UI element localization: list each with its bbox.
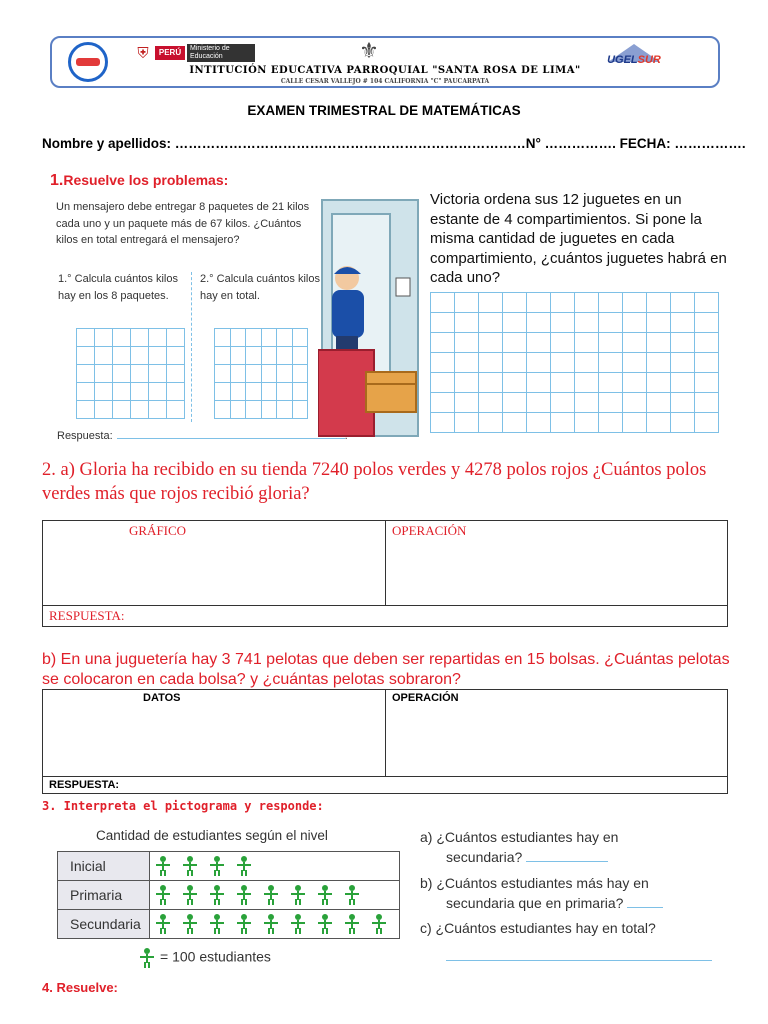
operacion-cell[interactable]: OPERACIÓN bbox=[386, 521, 728, 606]
grid-cell[interactable] bbox=[599, 393, 623, 413]
grid-cell[interactable] bbox=[575, 333, 599, 353]
grid-cell[interactable] bbox=[527, 313, 551, 333]
student-icon bbox=[237, 885, 251, 905]
question-3a-line1: a) ¿Cuántos estudiantes hay en bbox=[420, 829, 619, 845]
grid-cell[interactable] bbox=[113, 329, 131, 347]
answer-3b-line[interactable] bbox=[627, 894, 663, 908]
grid-cell[interactable] bbox=[149, 347, 167, 365]
pictogram-row bbox=[58, 852, 400, 881]
parish-crest-icon: ⚜ bbox=[359, 38, 379, 63]
grid-cell[interactable] bbox=[455, 333, 479, 353]
student-icon bbox=[183, 885, 197, 905]
grid-cell[interactable] bbox=[527, 373, 551, 393]
grid-cell[interactable] bbox=[293, 329, 309, 347]
grid-cell[interactable] bbox=[623, 393, 647, 413]
pictogram-row-icons bbox=[150, 881, 400, 910]
grid-cell[interactable] bbox=[575, 413, 599, 433]
student-icon bbox=[237, 914, 251, 934]
student-icon bbox=[183, 914, 197, 934]
grid-cell[interactable] bbox=[262, 401, 278, 419]
grid-cell[interactable] bbox=[479, 393, 503, 413]
problem-a-step1: 1.° Calcula cuántos kilos hay en los 8 paquetes. bbox=[58, 273, 178, 302]
grid-cell[interactable] bbox=[455, 293, 479, 313]
grid-cell[interactable] bbox=[77, 347, 95, 365]
question-3b-line1: b) ¿Cuántos estudiantes más hay en bbox=[420, 875, 649, 891]
grid-cell[interactable] bbox=[231, 347, 247, 365]
grid-cell[interactable] bbox=[215, 329, 231, 347]
student-icon bbox=[264, 914, 278, 934]
delivery-illustration bbox=[318, 196, 422, 438]
grid-cell[interactable] bbox=[131, 329, 149, 347]
pictogram-row bbox=[58, 881, 400, 910]
step-divider bbox=[191, 272, 192, 422]
grid-cell[interactable] bbox=[77, 329, 95, 347]
grid-cell[interactable] bbox=[503, 353, 527, 373]
ugel-suffix: SUR bbox=[637, 54, 661, 66]
student-icon bbox=[140, 948, 154, 968]
grid-cell[interactable] bbox=[503, 293, 527, 313]
work-grid-step2 bbox=[214, 328, 308, 419]
grid-cell[interactable] bbox=[575, 293, 599, 313]
school-address: CALLE CESAR VALLEJO # 104 CALIFORNIA "C" PAUCARPATA bbox=[280, 78, 490, 85]
school-logo bbox=[68, 42, 108, 82]
grid-cell[interactable] bbox=[599, 313, 623, 333]
exam-title: EXAMEN TRIMESTRAL DE MATEMÁTICAS bbox=[247, 103, 521, 118]
grid-cell[interactable] bbox=[95, 347, 113, 365]
pictogram-table bbox=[57, 851, 400, 939]
grid-cell[interactable] bbox=[431, 293, 455, 313]
grid-cell[interactable] bbox=[479, 373, 503, 393]
answer-label: Respuesta: bbox=[57, 430, 113, 442]
datos-cell[interactable]: DATOS bbox=[43, 690, 386, 777]
grid-cell[interactable] bbox=[131, 365, 149, 383]
grid-cell[interactable] bbox=[671, 293, 695, 313]
grid-cell[interactable] bbox=[503, 313, 527, 333]
pictogram-row-icons bbox=[150, 910, 400, 939]
grid-cell[interactable] bbox=[479, 313, 503, 333]
grid-cell[interactable] bbox=[479, 353, 503, 373]
student-icon bbox=[372, 914, 386, 934]
student-icon bbox=[210, 885, 224, 905]
grid-cell[interactable] bbox=[671, 313, 695, 333]
grid-cell[interactable] bbox=[293, 347, 309, 365]
grid-cell[interactable] bbox=[455, 393, 479, 413]
grid-cell[interactable] bbox=[149, 365, 167, 383]
grid-cell[interactable] bbox=[695, 313, 719, 333]
student-icon bbox=[183, 856, 197, 876]
grid-cell[interactable] bbox=[77, 401, 95, 419]
section1-heading bbox=[50, 172, 228, 190]
grafico-cell[interactable]: GRÁFICO bbox=[43, 521, 386, 606]
grid-cell[interactable] bbox=[551, 393, 575, 413]
grid-cell[interactable] bbox=[431, 313, 455, 333]
grid-cell[interactable] bbox=[479, 293, 503, 313]
grid-cell[interactable] bbox=[167, 329, 185, 347]
grid-cell[interactable] bbox=[246, 347, 262, 365]
grid-cell[interactable] bbox=[479, 333, 503, 353]
grid-cell[interactable] bbox=[113, 347, 131, 365]
grid-cell[interactable] bbox=[551, 413, 575, 433]
grid-cell[interactable] bbox=[277, 365, 293, 383]
pictogram-legend bbox=[140, 948, 271, 968]
grid-cell[interactable] bbox=[695, 373, 719, 393]
grid-cell[interactable] bbox=[113, 401, 131, 419]
grid-cell[interactable] bbox=[647, 393, 671, 413]
grid-cell[interactable] bbox=[647, 373, 671, 393]
student-icon bbox=[210, 914, 224, 934]
grid-cell[interactable] bbox=[695, 413, 719, 433]
student-icon bbox=[156, 885, 170, 905]
grid-cell[interactable] bbox=[647, 293, 671, 313]
grid-cell[interactable] bbox=[623, 373, 647, 393]
student-icon bbox=[156, 914, 170, 934]
grid-cell[interactable] bbox=[575, 353, 599, 373]
section1-number: 1. bbox=[50, 172, 64, 189]
grid-cell[interactable] bbox=[246, 383, 262, 401]
grid-cell[interactable] bbox=[671, 393, 695, 413]
section3-heading: 3. Interpreta el pictograma y responde: bbox=[42, 799, 324, 813]
grid-cell[interactable] bbox=[551, 373, 575, 393]
grid-cell[interactable] bbox=[527, 393, 551, 413]
pictogram-title: Cantidad de estudiantes según el nivel bbox=[96, 828, 328, 843]
problem-b-text: Victoria ordena sus 12 juguetes en un estante de 4 compartimientos. Si pone la misma cantidad de juguetes en cada compartimiento, ¿cuántos juguetes habrá en cada uno? bbox=[430, 191, 727, 286]
grid-cell[interactable] bbox=[527, 293, 551, 313]
grid-cell[interactable] bbox=[131, 401, 149, 419]
grid-cell[interactable] bbox=[455, 353, 479, 373]
grid-cell[interactable] bbox=[431, 353, 455, 373]
question-2a: 2. a) Gloria ha recibido en su tienda 7240 polos verdes y 4278 polos rojos ¿Cuántos polos verdes más que rojos recibió gloria? bbox=[42, 460, 707, 504]
answer-3c-line[interactable] bbox=[446, 947, 712, 961]
operacion-cell-b[interactable]: OPERACIÓN bbox=[386, 690, 728, 777]
grid-cell[interactable] bbox=[695, 353, 719, 373]
grid-cell[interactable] bbox=[149, 401, 167, 419]
grid-cell[interactable] bbox=[246, 329, 262, 347]
grid-cell[interactable] bbox=[262, 383, 278, 401]
grid-cell[interactable] bbox=[231, 401, 247, 419]
grid-cell[interactable] bbox=[455, 373, 479, 393]
grid-cell[interactable] bbox=[695, 393, 719, 413]
grid-cell[interactable] bbox=[647, 413, 671, 433]
work-grid-problem-b bbox=[430, 292, 719, 433]
grid-cell[interactable] bbox=[671, 353, 695, 373]
student-icon bbox=[345, 885, 359, 905]
school-name: INTITUCIÓN EDUCATIVA PARROQUIAL "SANTA ROSA DE LIMA" bbox=[189, 65, 581, 76]
problem-a-text: Un mensajero debe entregar 8 paquetes de 21 kilos cada uno y un paquete más de 67 kilos. ¿Cuántos kilos en total entregará el mensajero? bbox=[56, 201, 310, 246]
answer-table-2b bbox=[42, 689, 728, 794]
grid-cell[interactable] bbox=[277, 383, 293, 401]
grid-cell[interactable] bbox=[431, 373, 455, 393]
student-icon bbox=[318, 885, 332, 905]
grid-cell[interactable] bbox=[575, 393, 599, 413]
grid-cell[interactable] bbox=[527, 413, 551, 433]
question-3c bbox=[420, 918, 712, 966]
grid-cell[interactable] bbox=[277, 347, 293, 365]
grid-cell[interactable] bbox=[479, 413, 503, 433]
ministry-label: Ministerio de Educación bbox=[187, 44, 255, 62]
grid-cell[interactable] bbox=[95, 329, 113, 347]
grid-cell[interactable] bbox=[575, 373, 599, 393]
grid-cell[interactable] bbox=[215, 383, 231, 401]
grid-cell[interactable] bbox=[149, 383, 167, 401]
pictogram-row-label: Secundaria bbox=[58, 910, 150, 939]
grid-cell[interactable] bbox=[671, 373, 695, 393]
grid-cell[interactable] bbox=[77, 365, 95, 383]
grid-cell[interactable] bbox=[599, 353, 623, 373]
grid-cell[interactable] bbox=[262, 329, 278, 347]
student-icon bbox=[291, 914, 305, 934]
grid-cell[interactable] bbox=[77, 383, 95, 401]
grid-cell[interactable] bbox=[246, 401, 262, 419]
grid-cell[interactable] bbox=[215, 347, 231, 365]
grid-cell[interactable] bbox=[293, 383, 309, 401]
grid-cell[interactable] bbox=[551, 333, 575, 353]
question-3a bbox=[420, 827, 618, 867]
respuesta-cell[interactable]: RESPUESTA: bbox=[43, 606, 728, 627]
section1-title: Resuelve los problemas: bbox=[63, 172, 229, 188]
grid-cell[interactable] bbox=[293, 365, 309, 383]
grid-cell[interactable] bbox=[215, 365, 231, 383]
question-3a-line2: secundaria? bbox=[446, 849, 523, 865]
grid-cell[interactable] bbox=[503, 373, 527, 393]
question-3c-line1: c) ¿Cuántos estudiantes hay en total? bbox=[420, 920, 656, 936]
grid-cell[interactable] bbox=[431, 393, 455, 413]
grid-cell[interactable] bbox=[647, 313, 671, 333]
grid-cell[interactable] bbox=[131, 347, 149, 365]
grid-cell[interactable] bbox=[167, 365, 185, 383]
grid-cell[interactable] bbox=[293, 401, 309, 419]
grid-cell[interactable] bbox=[431, 413, 455, 433]
grid-cell[interactable] bbox=[599, 413, 623, 433]
grid-cell[interactable] bbox=[623, 333, 647, 353]
grid-cell[interactable] bbox=[599, 293, 623, 313]
grid-cell[interactable] bbox=[113, 365, 131, 383]
answer-table-2a bbox=[42, 520, 728, 627]
grid-cell[interactable] bbox=[623, 313, 647, 333]
grid-cell[interactable] bbox=[113, 383, 131, 401]
student-icon bbox=[291, 885, 305, 905]
grid-cell[interactable] bbox=[527, 333, 551, 353]
grid-cell[interactable] bbox=[455, 413, 479, 433]
grid-cell[interactable] bbox=[551, 293, 575, 313]
grid-cell[interactable] bbox=[431, 333, 455, 353]
legend-text: = 100 estudiantes bbox=[160, 948, 271, 965]
grid-cell[interactable] bbox=[455, 313, 479, 333]
section4-heading: 4. Resuelve: bbox=[42, 980, 118, 995]
grid-cell[interactable] bbox=[671, 413, 695, 433]
grid-cell[interactable] bbox=[527, 353, 551, 373]
grid-cell[interactable] bbox=[647, 353, 671, 373]
grid-cell[interactable] bbox=[599, 333, 623, 353]
question-3b bbox=[420, 873, 663, 913]
grid-cell[interactable] bbox=[575, 313, 599, 333]
peru-shield-icon: ⛨ bbox=[137, 45, 149, 62]
student-icon bbox=[210, 856, 224, 876]
peru-label: PERÚ bbox=[155, 46, 185, 60]
grid-cell[interactable] bbox=[95, 383, 113, 401]
pictogram-row bbox=[58, 910, 400, 939]
problem-a-answer bbox=[57, 430, 348, 442]
student-icon bbox=[318, 914, 332, 934]
grid-cell[interactable] bbox=[262, 347, 278, 365]
name-row: Nombre y apellidos: ……………………………………………………………………N° ……………. FECHA: ……………. bbox=[42, 136, 746, 151]
problem-a-step2: 2.° Calcula cuántos kilos hay en total. bbox=[200, 273, 320, 302]
grid-cell[interactable] bbox=[623, 413, 647, 433]
grid-cell[interactable] bbox=[503, 393, 527, 413]
ugel-logo bbox=[594, 44, 674, 74]
grid-cell[interactable] bbox=[671, 333, 695, 353]
student-icon bbox=[156, 856, 170, 876]
grid-cell[interactable] bbox=[131, 383, 149, 401]
question-3b-line2: secundaria que en primaria? bbox=[446, 895, 624, 911]
grid-cell[interactable] bbox=[231, 329, 247, 347]
grid-cell[interactable] bbox=[231, 383, 247, 401]
pictogram-row-label: Inicial bbox=[58, 852, 150, 881]
school-header bbox=[50, 36, 720, 88]
respuesta-cell-b[interactable]: RESPUESTA: bbox=[43, 777, 728, 794]
grid-cell[interactable] bbox=[695, 333, 719, 353]
grid-cell[interactable] bbox=[231, 365, 247, 383]
student-icon bbox=[345, 914, 359, 934]
student-icon bbox=[264, 885, 278, 905]
grid-cell[interactable] bbox=[167, 347, 185, 365]
student-icon bbox=[237, 856, 251, 876]
work-grid-step1 bbox=[76, 328, 185, 419]
ugel-prefix: UGEL bbox=[607, 54, 638, 66]
grid-cell[interactable] bbox=[503, 333, 527, 353]
answer-line[interactable] bbox=[117, 438, 345, 439]
pictogram-row-icons bbox=[150, 852, 400, 881]
grid-cell[interactable] bbox=[262, 365, 278, 383]
grid-cell[interactable] bbox=[599, 373, 623, 393]
grid-cell[interactable] bbox=[277, 401, 293, 419]
grid-cell[interactable] bbox=[167, 383, 185, 401]
grid-cell[interactable] bbox=[551, 353, 575, 373]
grid-cell[interactable] bbox=[95, 401, 113, 419]
grid-cell[interactable] bbox=[695, 293, 719, 313]
grid-cell[interactable] bbox=[503, 413, 527, 433]
grid-cell[interactable] bbox=[623, 353, 647, 373]
grid-cell[interactable] bbox=[167, 401, 185, 419]
grid-cell[interactable] bbox=[623, 293, 647, 313]
grid-cell[interactable] bbox=[149, 329, 167, 347]
grid-cell[interactable] bbox=[215, 401, 231, 419]
grid-cell[interactable] bbox=[647, 333, 671, 353]
question-2b: b) En una juguetería hay 3 741 pelotas que deben ser repartidas en 15 bolsas. ¿Cuántas pelotas se colocaron en cada bolsa? y ¿cuántas pelotas sobraron? bbox=[42, 651, 730, 688]
grid-cell[interactable] bbox=[277, 329, 293, 347]
grid-cell[interactable] bbox=[246, 365, 262, 383]
pictogram-row-label: Primaria bbox=[58, 881, 150, 910]
grid-cell[interactable] bbox=[95, 365, 113, 383]
grid-cell[interactable] bbox=[551, 313, 575, 333]
answer-3a-line[interactable] bbox=[526, 848, 608, 862]
